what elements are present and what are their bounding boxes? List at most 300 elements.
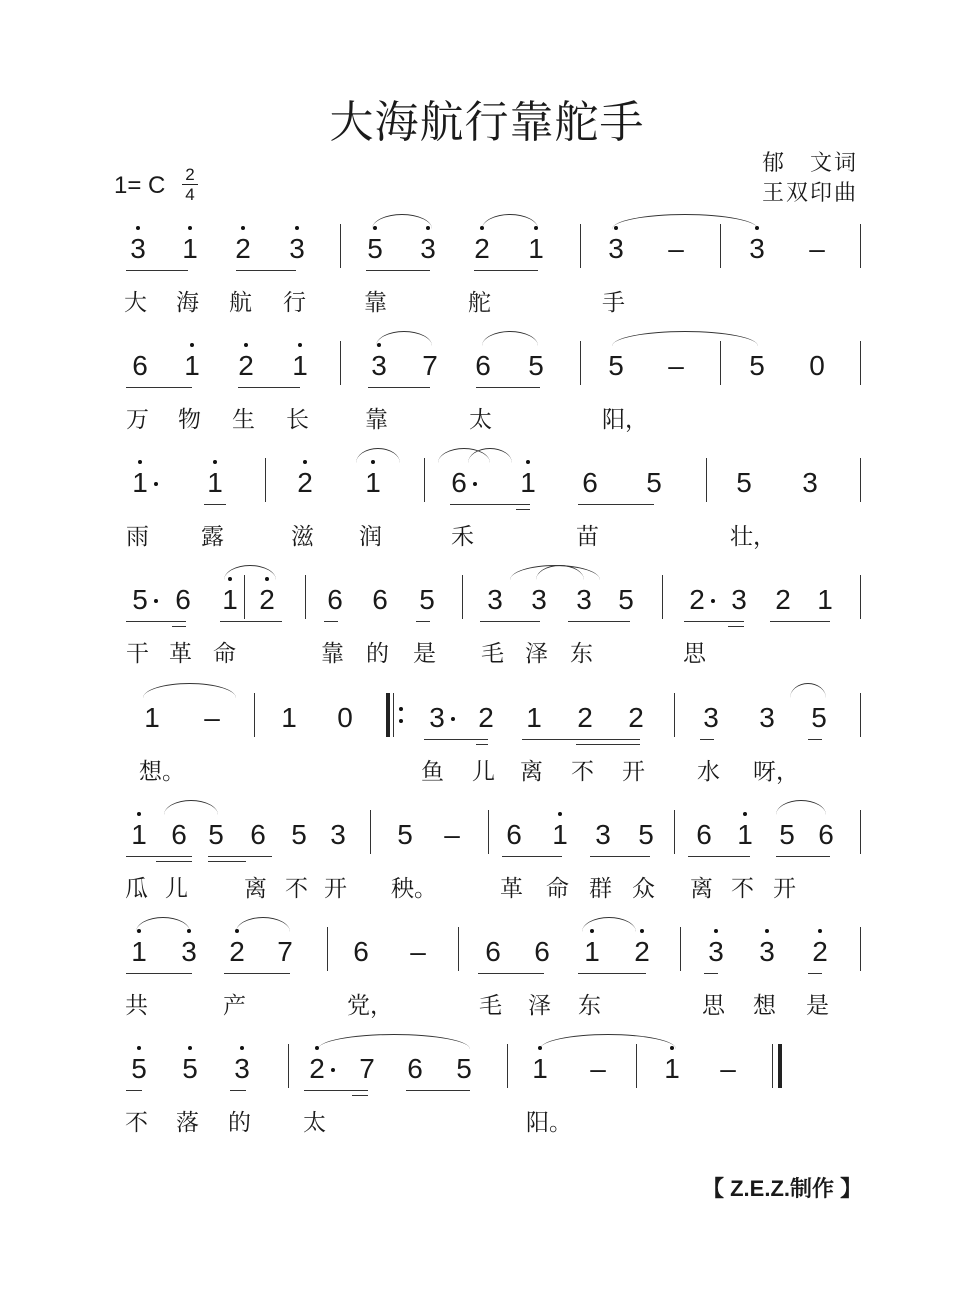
octave-dot-high xyxy=(137,1046,141,1050)
dash-extension xyxy=(662,349,690,383)
note-digit: 2 xyxy=(297,467,313,498)
note xyxy=(324,818,352,852)
note xyxy=(602,349,630,383)
bar-line xyxy=(370,810,371,854)
octave-dot-high xyxy=(818,929,822,933)
note-digit: 5 xyxy=(779,819,795,850)
lyric-char: 离 xyxy=(690,876,713,902)
underline-beam xyxy=(224,973,290,974)
note-digit: 6 xyxy=(475,350,491,381)
octave-dot-high xyxy=(244,343,248,347)
slur-arc xyxy=(582,917,636,932)
note-digit: 1 xyxy=(184,350,200,381)
slur-arc xyxy=(143,683,236,698)
note-digit: 6 xyxy=(327,584,343,615)
note-digit: 2 xyxy=(775,584,791,615)
note-digit: 6 xyxy=(451,467,467,498)
bar-line xyxy=(662,575,663,619)
slur-arc xyxy=(356,448,400,463)
underline-beam xyxy=(776,856,830,857)
underline-beam xyxy=(424,739,488,740)
lyric-char: 落 xyxy=(176,1110,199,1136)
note xyxy=(244,818,272,852)
repeat-dots xyxy=(399,707,403,731)
note-digit: 1 xyxy=(664,1053,680,1084)
note xyxy=(811,583,839,617)
note-digit: 1 xyxy=(222,584,238,615)
note-digit: 1 xyxy=(552,819,568,850)
footer-credit: 【 Z.E.Z.制作 】 xyxy=(702,1176,863,1201)
bar-line xyxy=(580,341,581,385)
octave-dot-high xyxy=(137,812,141,816)
underline-beam xyxy=(700,739,714,740)
bar-line xyxy=(860,458,861,502)
underline-beam xyxy=(478,973,544,974)
octave-dot-high xyxy=(188,226,192,230)
underline-beam xyxy=(406,1090,470,1091)
note xyxy=(321,583,349,617)
lyricist-credit: 郁 文词 xyxy=(761,151,858,176)
underline-beam xyxy=(172,626,186,627)
octave-dot-high xyxy=(240,1046,244,1050)
note xyxy=(690,818,718,852)
underline-beam xyxy=(688,856,750,857)
note-digit: 5 xyxy=(638,819,654,850)
bar-line xyxy=(860,575,861,619)
augmentation-dot xyxy=(451,717,455,721)
note-digit: 2 xyxy=(478,702,494,733)
note-digit: 2 xyxy=(628,702,644,733)
underline-beam xyxy=(590,856,650,857)
note xyxy=(730,466,758,500)
note-digit: 6 xyxy=(506,819,522,850)
note-digit: 1 xyxy=(144,702,160,733)
lyric-char: 靠 xyxy=(365,407,388,433)
lyric-char: 产 xyxy=(223,993,246,1019)
note-digit: – xyxy=(809,233,825,264)
note-digit: 6 xyxy=(818,819,834,850)
lyric-char: 的 xyxy=(366,641,389,667)
lyric-char: 想。 xyxy=(139,759,185,785)
dash-extension xyxy=(404,935,432,969)
augmentation-dot xyxy=(331,1068,335,1072)
underline-beam xyxy=(126,621,186,622)
repeat-bar-thick xyxy=(386,693,390,737)
note-digit: – xyxy=(204,702,220,733)
score-row xyxy=(0,349,974,449)
bar-line xyxy=(636,1044,637,1088)
note-digit: 5 xyxy=(646,467,662,498)
bar-line xyxy=(674,693,675,737)
note xyxy=(743,349,771,383)
slur-arc xyxy=(790,683,826,698)
note xyxy=(138,701,166,735)
note-digit: 5 xyxy=(528,350,544,381)
note-digit: 1 xyxy=(207,467,223,498)
lyric-char: 不 xyxy=(571,759,594,785)
note-digit: 1 xyxy=(182,233,198,264)
octave-dot-high xyxy=(714,929,718,933)
underline-beam xyxy=(808,739,822,740)
lyric-char: 壮， xyxy=(730,524,776,550)
slur-arc xyxy=(164,800,218,815)
note-digit: 7 xyxy=(277,936,293,967)
underline-beam xyxy=(126,973,192,974)
slur-arc xyxy=(372,214,432,229)
note xyxy=(479,935,507,969)
note-digit: 1 xyxy=(520,467,536,498)
lyric-char: 命 xyxy=(546,876,569,902)
note xyxy=(176,232,204,266)
lyric-char: 瓜 xyxy=(125,876,148,902)
note xyxy=(500,818,528,852)
slur-arc xyxy=(482,331,538,346)
underline-beam xyxy=(728,626,744,627)
note-digit: 1 xyxy=(131,936,147,967)
note-digit: 6 xyxy=(250,819,266,850)
slur-arc xyxy=(540,1034,676,1049)
underline-beam xyxy=(126,1090,142,1091)
note-digit: 5 xyxy=(618,584,634,615)
key-signature: 1= C xyxy=(114,172,166,199)
underline-beam xyxy=(808,973,822,974)
note-digit: 6 xyxy=(534,936,550,967)
note-digit: 1 xyxy=(528,233,544,264)
note-digit: 3 xyxy=(429,702,445,733)
note-digit: 2 xyxy=(309,1053,325,1084)
underline-beam xyxy=(576,744,640,745)
lyric-char: 水 xyxy=(697,759,720,785)
note-digit: 1 xyxy=(526,702,542,733)
underline-beam xyxy=(516,509,530,510)
note-digit: 3 xyxy=(595,819,611,850)
note xyxy=(753,701,781,735)
note xyxy=(469,349,497,383)
note xyxy=(520,701,548,735)
note xyxy=(805,701,833,735)
note xyxy=(423,701,451,735)
octave-dot-high xyxy=(303,460,307,464)
slur-arc xyxy=(510,565,600,580)
score-row xyxy=(0,232,974,332)
lyric-char: 长 xyxy=(286,407,309,433)
dash-extension xyxy=(662,232,690,266)
octave-dot-high xyxy=(295,226,299,230)
note xyxy=(275,701,303,735)
lyric-char: 滋 xyxy=(291,524,314,550)
octave-dot-high xyxy=(526,460,530,464)
note xyxy=(806,935,834,969)
note xyxy=(481,583,509,617)
note-digit: 3 xyxy=(759,936,775,967)
lyric-char: 群 xyxy=(589,876,612,902)
note-digit: 0 xyxy=(809,350,825,381)
note-digit: 1 xyxy=(737,819,753,850)
underline-beam xyxy=(476,387,540,388)
lyric-char: 航 xyxy=(229,290,252,316)
underline-beam xyxy=(230,1090,246,1091)
note-digit: 3 xyxy=(330,819,346,850)
note xyxy=(589,818,617,852)
underline-beam xyxy=(238,387,300,388)
lyric-char: 海 xyxy=(176,290,199,316)
bar-line xyxy=(720,341,721,385)
bar-line xyxy=(254,693,255,737)
underline-beam xyxy=(450,504,530,505)
slur-arc xyxy=(612,214,758,229)
underline-beam xyxy=(476,744,488,745)
lyric-char: 露 xyxy=(201,524,224,550)
underline-beam xyxy=(522,739,640,740)
bar-line xyxy=(706,458,707,502)
note-digit: – xyxy=(590,1053,606,1084)
note xyxy=(228,1052,256,1086)
note xyxy=(365,349,393,383)
underline-beam xyxy=(126,387,192,388)
lyric-char: 的 xyxy=(228,1110,251,1136)
note-digit: 6 xyxy=(485,936,501,967)
underline-beam xyxy=(352,1095,368,1096)
dash-extension xyxy=(803,232,831,266)
note xyxy=(303,1052,331,1086)
bar-line xyxy=(305,575,306,619)
note xyxy=(202,818,230,852)
final-bar-thin xyxy=(772,1044,773,1088)
note xyxy=(401,1052,429,1086)
score-row xyxy=(0,818,974,918)
note-digit: 3 xyxy=(731,584,747,615)
note xyxy=(353,1052,381,1086)
note-digit: 3 xyxy=(576,584,592,615)
bar-line xyxy=(720,224,721,268)
note-digit: 2 xyxy=(634,936,650,967)
note xyxy=(514,466,542,500)
bar-line xyxy=(860,810,861,854)
note xyxy=(347,935,375,969)
lyric-char: 禾 xyxy=(451,524,474,550)
note xyxy=(769,583,797,617)
note xyxy=(578,935,606,969)
bar-line xyxy=(860,693,861,737)
bar-line xyxy=(458,927,459,971)
note-digit: – xyxy=(668,350,684,381)
note-digit: 1 xyxy=(281,702,297,733)
octave-dot-high xyxy=(743,812,747,816)
bar-line xyxy=(288,1044,289,1088)
bar-line xyxy=(462,575,463,619)
note xyxy=(525,583,553,617)
note-digit: 2 xyxy=(238,350,254,381)
note xyxy=(697,701,725,735)
note-digit: 3 xyxy=(289,233,305,264)
lyric-char: 舵 xyxy=(468,290,491,316)
underline-beam xyxy=(204,504,226,505)
bar-line xyxy=(488,810,489,854)
note xyxy=(125,818,153,852)
note xyxy=(570,583,598,617)
note-digit: 5 xyxy=(131,1053,147,1084)
note xyxy=(331,701,359,735)
note xyxy=(286,349,314,383)
bar-line xyxy=(340,224,341,268)
note-digit: 6 xyxy=(582,467,598,498)
repeat-bar-thin xyxy=(393,693,394,737)
lyric-char: 生 xyxy=(232,407,255,433)
note xyxy=(176,1052,204,1086)
note xyxy=(413,583,441,617)
note-digit: 3 xyxy=(234,1053,250,1084)
bar-line xyxy=(340,341,341,385)
time-signature xyxy=(182,166,198,203)
dash-extension xyxy=(438,818,466,852)
score-row xyxy=(0,583,974,683)
note-digit: 6 xyxy=(696,819,712,850)
lyric-char: 靠 xyxy=(321,641,344,667)
underline-beam xyxy=(126,270,188,271)
note xyxy=(359,466,387,500)
note xyxy=(522,349,550,383)
note xyxy=(201,466,229,500)
underline-beam xyxy=(474,270,538,271)
note-digit: 5 xyxy=(397,819,413,850)
bar-line xyxy=(265,458,266,502)
final-bar-thick xyxy=(778,1044,782,1088)
lyric-char: 命 xyxy=(213,641,236,667)
note-digit: 3 xyxy=(130,233,146,264)
lyric-char: 行 xyxy=(283,290,306,316)
lyric-char: 物 xyxy=(178,407,201,433)
note xyxy=(445,466,473,500)
note-digit: 1 xyxy=(365,467,381,498)
note xyxy=(126,349,154,383)
underline-beam xyxy=(324,621,338,622)
underline-beam xyxy=(704,973,718,974)
bar-line xyxy=(244,575,245,619)
note-digit: 2 xyxy=(259,584,275,615)
lyric-char: 阳， xyxy=(602,407,648,433)
lyric-char: 阳。 xyxy=(526,1110,572,1136)
slur-arc xyxy=(318,1034,470,1049)
lyric-char: 革 xyxy=(169,641,192,667)
note-digit: 6 xyxy=(407,1053,423,1084)
underline-beam xyxy=(416,621,430,622)
bar-line xyxy=(580,224,581,268)
lyric-char: 大 xyxy=(124,290,147,316)
note-digit: – xyxy=(668,233,684,264)
underline-beam xyxy=(578,504,654,505)
note xyxy=(165,818,193,852)
note xyxy=(216,583,244,617)
note xyxy=(366,583,394,617)
score-row xyxy=(0,466,974,566)
note xyxy=(169,583,197,617)
note-digit: 5 xyxy=(811,702,827,733)
lyric-char: 儿 xyxy=(165,876,188,902)
octave-dot-high xyxy=(213,460,217,464)
underline-beam xyxy=(126,856,192,857)
note-digit: 3 xyxy=(708,936,724,967)
note xyxy=(602,232,630,266)
note-digit: 1 xyxy=(532,1053,548,1084)
lyric-char: 东 xyxy=(570,641,593,667)
lyric-char: 离 xyxy=(520,759,543,785)
note-digit: 5 xyxy=(182,1053,198,1084)
slur-arc xyxy=(776,800,826,815)
note-digit: 1 xyxy=(131,819,147,850)
underline-beam xyxy=(770,621,830,622)
note xyxy=(178,349,206,383)
underline-beam xyxy=(304,1090,368,1091)
octave-dot-high xyxy=(765,929,769,933)
note xyxy=(522,232,550,266)
note xyxy=(683,583,711,617)
slur-arc xyxy=(136,917,190,932)
note xyxy=(124,232,152,266)
lyric-char: 是 xyxy=(413,641,436,667)
composer-credit: 王双印曲 xyxy=(761,181,858,206)
lyric-char: 党， xyxy=(347,993,393,1019)
lyric-char: 共 xyxy=(125,993,148,1019)
note xyxy=(125,1052,153,1086)
note-digit: 7 xyxy=(422,350,438,381)
note-digit: – xyxy=(720,1053,736,1084)
song-title: 大海航行靠舵手 xyxy=(329,97,645,148)
lyric-char: 手 xyxy=(602,290,625,316)
lyric-char: 想 xyxy=(753,993,776,1019)
note xyxy=(125,935,153,969)
note-digit: 5 xyxy=(419,584,435,615)
score-row xyxy=(0,701,974,801)
note-digit: 2 xyxy=(577,702,593,733)
octave-dot-high xyxy=(298,343,302,347)
note xyxy=(472,701,500,735)
lyric-char: 太 xyxy=(469,407,492,433)
note-digit: 7 xyxy=(359,1053,375,1084)
augmentation-dot xyxy=(711,599,715,603)
note-digit: 5 xyxy=(608,350,624,381)
note-digit: 3 xyxy=(749,233,765,264)
note xyxy=(391,818,419,852)
note xyxy=(414,232,442,266)
lyric-char: 太 xyxy=(303,1110,326,1136)
bar-line xyxy=(327,927,328,971)
note xyxy=(450,1052,478,1086)
note-digit: 2 xyxy=(689,584,705,615)
note-digit: 5 xyxy=(749,350,765,381)
underline-beam xyxy=(208,861,246,862)
note-digit: 6 xyxy=(171,819,187,850)
note-digit: 3 xyxy=(703,702,719,733)
note xyxy=(253,583,281,617)
note xyxy=(126,583,154,617)
underline-beam xyxy=(236,270,296,271)
lyric-char: 雨 xyxy=(126,524,149,550)
slur-arc xyxy=(224,565,276,580)
note-digit: 6 xyxy=(132,350,148,381)
note-digit: 1 xyxy=(817,584,833,615)
octave-dot-high xyxy=(241,226,245,230)
underline-beam xyxy=(568,621,630,622)
note-digit: 3 xyxy=(371,350,387,381)
lyric-char: 泽 xyxy=(528,993,551,1019)
lyric-char: 不 xyxy=(125,1110,148,1136)
lyric-char: 毛 xyxy=(479,993,502,1019)
lyric-char: 开 xyxy=(773,876,796,902)
note xyxy=(622,701,650,735)
dash-extension xyxy=(198,701,226,735)
note xyxy=(126,466,154,500)
note-digit: 3 xyxy=(608,233,624,264)
